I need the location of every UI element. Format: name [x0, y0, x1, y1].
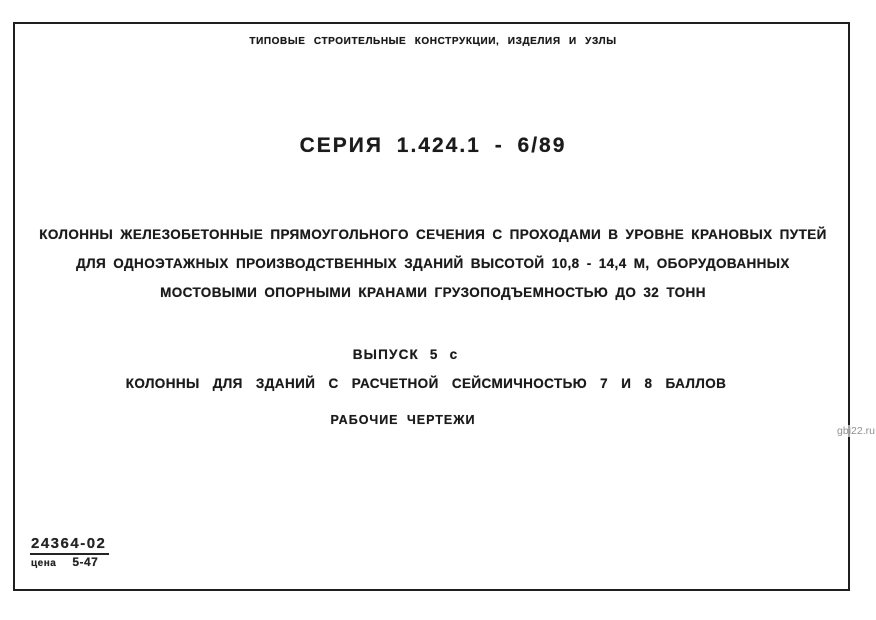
main-title-line-2: ДЛЯ ОДНОЭТАЖНЫХ ПРОИЗВОДСТВЕННЫХ ЗДАНИЙ ВЫСОТОЙ 10,8 - 14,4 М, ОБОРУДОВАННЫХ	[76, 256, 790, 271]
main-title-block	[14, 220, 852, 307]
document-header: ТИПОВЫЕ СТРОИТЕЛЬНЫЕ КОНСТРУКЦИИ, ИЗДЕЛИЯ И УЗЛЫ	[249, 36, 617, 47]
stamp-price-row	[30, 556, 109, 570]
stamp-code: 24364-02	[30, 536, 109, 555]
issue-label: ВЫПУСК 5 с	[352, 347, 459, 362]
price-stamp	[30, 535, 109, 570]
watermark: gbi22.ru	[837, 425, 875, 437]
series-title: СЕРИЯ 1.424.1 - 6/89	[299, 134, 567, 157]
main-title-line-1: КОЛОННЫ ЖЕЛЕЗОБЕТОННЫЕ ПРЯМОУГОЛЬНОГО СЕЧЕНИЯ С ПРОХОДАМИ В УРОВНЕ КРАНОВЫХ ПУТЕЙ	[39, 227, 827, 242]
document-type-label: РАБОЧИЕ ЧЕРТЕЖИ	[330, 413, 476, 427]
issue-subtitle: КОЛОННЫ ДЛЯ ЗДАНИЙ С РАСЧЕТНОЙ СЕЙСМИЧНОСТЬЮ 7 И 8 БАЛЛОВ	[125, 376, 727, 391]
main-title-line-3: МОСТОВЫМИ ОПОРНЫМИ КРАНАМИ ГРУЗОПОДЪЕМНОСТЬЮ ДО 32 ТОНН	[160, 285, 706, 300]
stamp-price-label: цена	[31, 558, 57, 569]
stamp-price-value: 5-47	[72, 555, 99, 569]
